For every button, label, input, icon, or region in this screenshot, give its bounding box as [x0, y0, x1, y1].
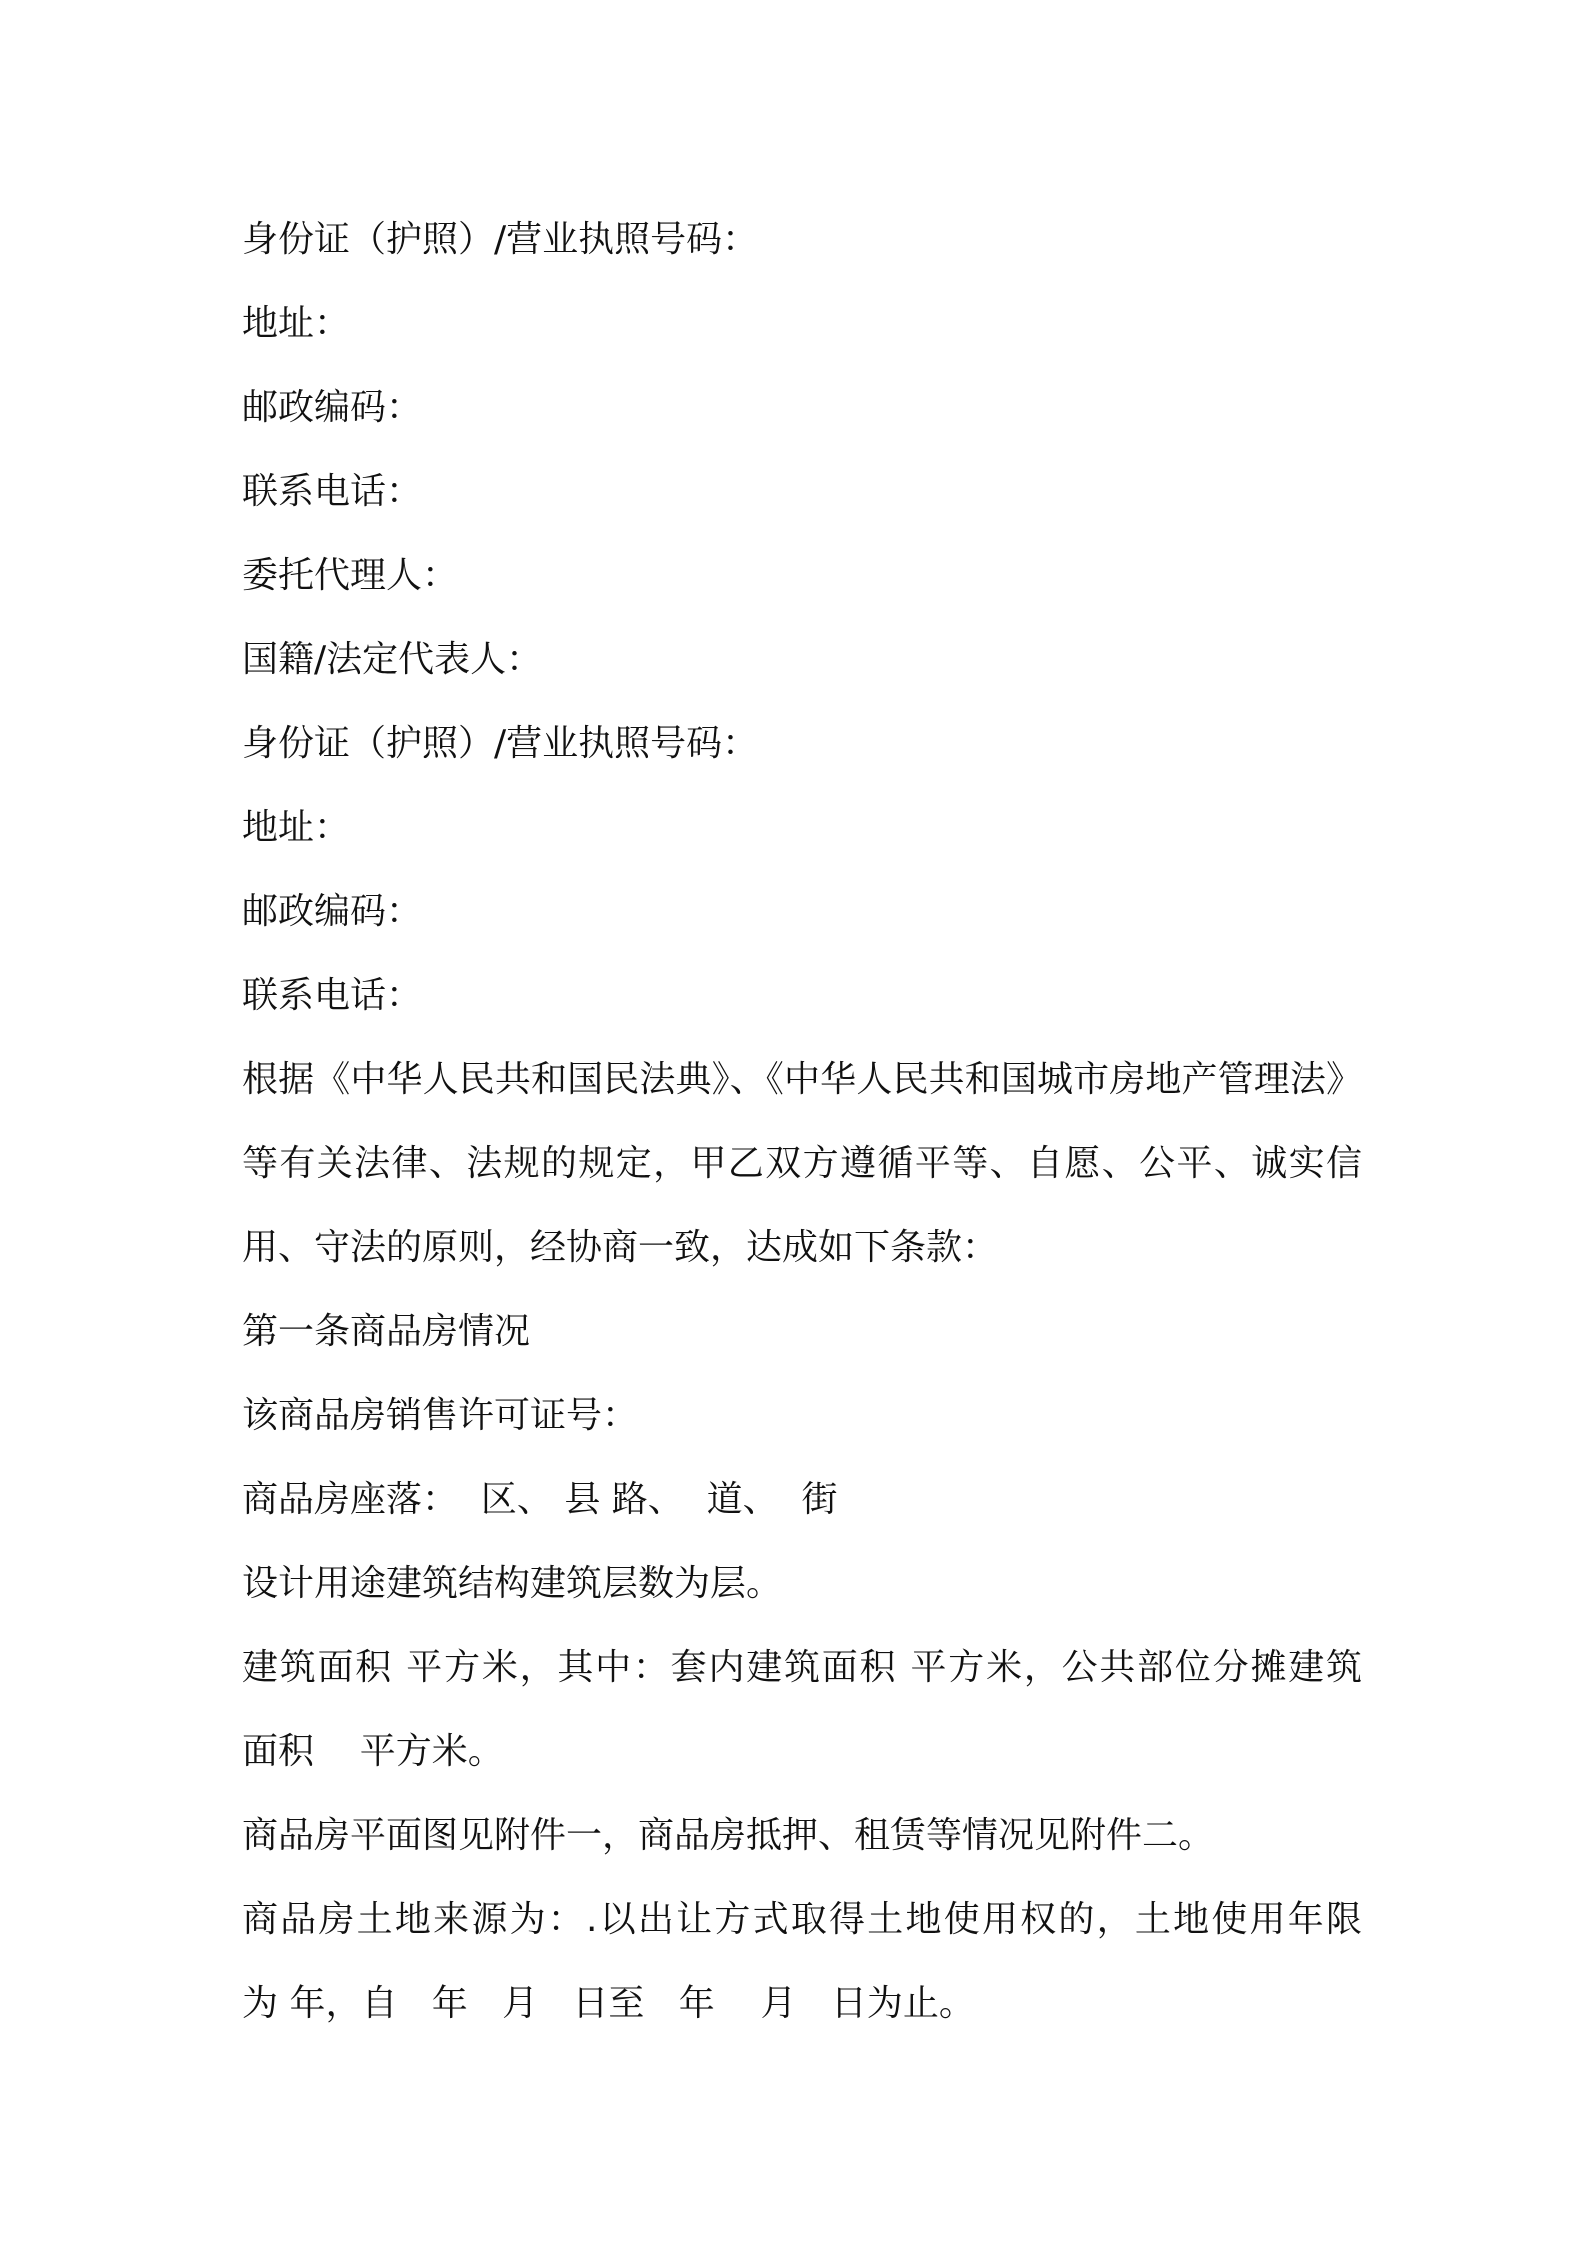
land-source-line-1: 商品房土地来源为：.以出让方式取得土地使用权的，土地使用年限	[242, 1899, 1362, 1940]
document-body	[242, 198, 1362, 2046]
building-area-line-1: 建筑面积 平方米，其中：套内建筑面积 平方米，公共部位分摊建筑	[242, 1647, 1362, 1688]
land-source-line-2: 为 年，自 年 月 日至 年 月 日为止。	[242, 1983, 975, 2024]
design-use-line: 设计用途建筑结构建筑层数为层。	[242, 1563, 783, 1604]
postal-code-line-1: 邮政编码：	[242, 387, 423, 428]
legal-basis-line-3: 用、守法的原则，经协商一致，达成如下条款：	[242, 1227, 999, 1268]
postal-code-line-2: 邮政编码：	[242, 891, 423, 932]
phone-line-1: 联系电话：	[242, 471, 423, 512]
address-line-1: 地址：	[242, 303, 351, 344]
legal-basis-line-1: 根据《中华人民共和国民法典》、《中华人民共和国城市房地产管理法》	[242, 1059, 1362, 1100]
sales-license-line: 该商品房销售许可证号：	[242, 1395, 639, 1436]
address-line-2: 地址：	[242, 807, 351, 848]
location-line: 商品房座落： 区、 县 路、 道、 街	[242, 1479, 838, 1520]
id-number-line-1: 身份证（护照）/营业执照号码：	[242, 219, 759, 260]
id-number-line-2: 身份证（护照）/营业执照号码：	[242, 723, 759, 764]
legal-basis-line-2: 等有关法律、法规的规定，甲乙双方遵循平等、自愿、公平、诚实信	[242, 1143, 1362, 1184]
article-one-heading: 第一条商品房情况	[242, 1311, 531, 1352]
nationality-representative-line: 国籍/法定代表人：	[242, 639, 543, 680]
agent-line: 委托代理人：	[242, 555, 459, 596]
phone-line-2: 联系电话：	[242, 975, 423, 1016]
floor-plan-line: 商品房平面图见附件一，商品房抵押、租赁等情况见附件二。	[242, 1815, 1215, 1856]
building-area-line-2: 面积 平方米。	[242, 1731, 504, 1772]
